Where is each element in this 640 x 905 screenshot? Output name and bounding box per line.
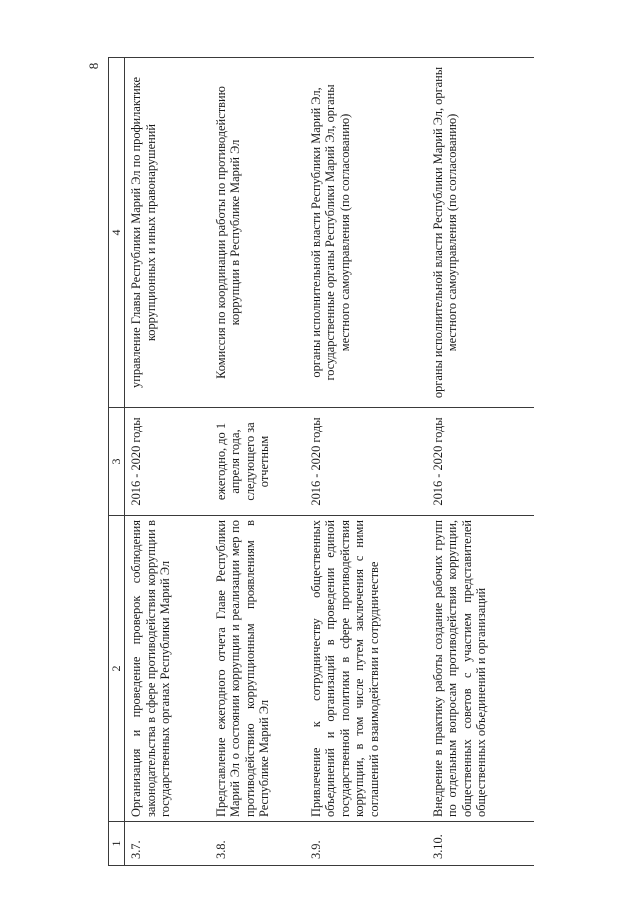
- row-executor: управление Главы Республики Марий Эл по профилактике коррупционных и иных правонарушений: [125, 58, 213, 408]
- row-term: 2016 - 2020 годы: [125, 408, 213, 516]
- row-measure: Представление ежегодного отчета Главе Республики Марий Эл о состоянии коррупции и реализации мер по противодействию коррупционным проявлениям в Республике Марий Эл: [213, 516, 308, 822]
- column-header-number: 1: [109, 822, 125, 866]
- table-row: [125, 58, 213, 866]
- page-number: 8: [86, 62, 101, 70]
- row-number: 3.8.: [213, 822, 308, 866]
- row-number: 3.10.: [430, 822, 535, 866]
- column-header-measure: 2: [109, 516, 125, 822]
- rotated-table-sheet: [108, 58, 534, 866]
- row-number: 3.9.: [308, 822, 430, 866]
- header-row: [109, 58, 125, 866]
- row-measure: Организация и проведение проверок соблюдения законодательства в сфере противодействия коррупции в государственных органах Республики Марий Эл: [125, 516, 213, 822]
- table-row: [213, 58, 308, 866]
- row-executor: Комиссия по координации работы по противодействию коррупции в Республике Марий Эл: [213, 58, 308, 408]
- plan-table: [108, 57, 534, 866]
- table-row: [430, 58, 535, 866]
- row-term: 2016 - 2020 годы: [308, 408, 430, 516]
- row-number: 3.7.: [125, 822, 213, 866]
- row-measure: Привлечение к сотрудничеству общественных объединений и организаций в проведении единой государственной политики в сфере противодействия коррупции, в том числе путем заключения с ними соглашений о взаимодействии и сотрудничестве: [308, 516, 430, 822]
- row-term: 2016 - 2020 годы: [430, 408, 535, 516]
- row-term: ежегодно, до 1 апреля года, следующего за отчетным: [213, 408, 308, 516]
- table-row: [308, 58, 430, 866]
- row-measure: Внедрение в практику работы создание рабочих групп по отдельным вопросам противодействия коррупции, общественных советов с участием представителей общественных объединений и организаций: [430, 516, 535, 822]
- column-header-term: 3: [109, 408, 125, 516]
- row-executor: органы исполнительной власти Республики Марий Эл, органы местного самоуправления (по согласованию): [430, 58, 535, 408]
- row-executor: органы исполнительной власти Республики Марий Эл, государственные органы Республики Марий Эл, органы местного самоуправления (по согласованию): [308, 58, 430, 408]
- column-header-executor: 4: [109, 58, 125, 408]
